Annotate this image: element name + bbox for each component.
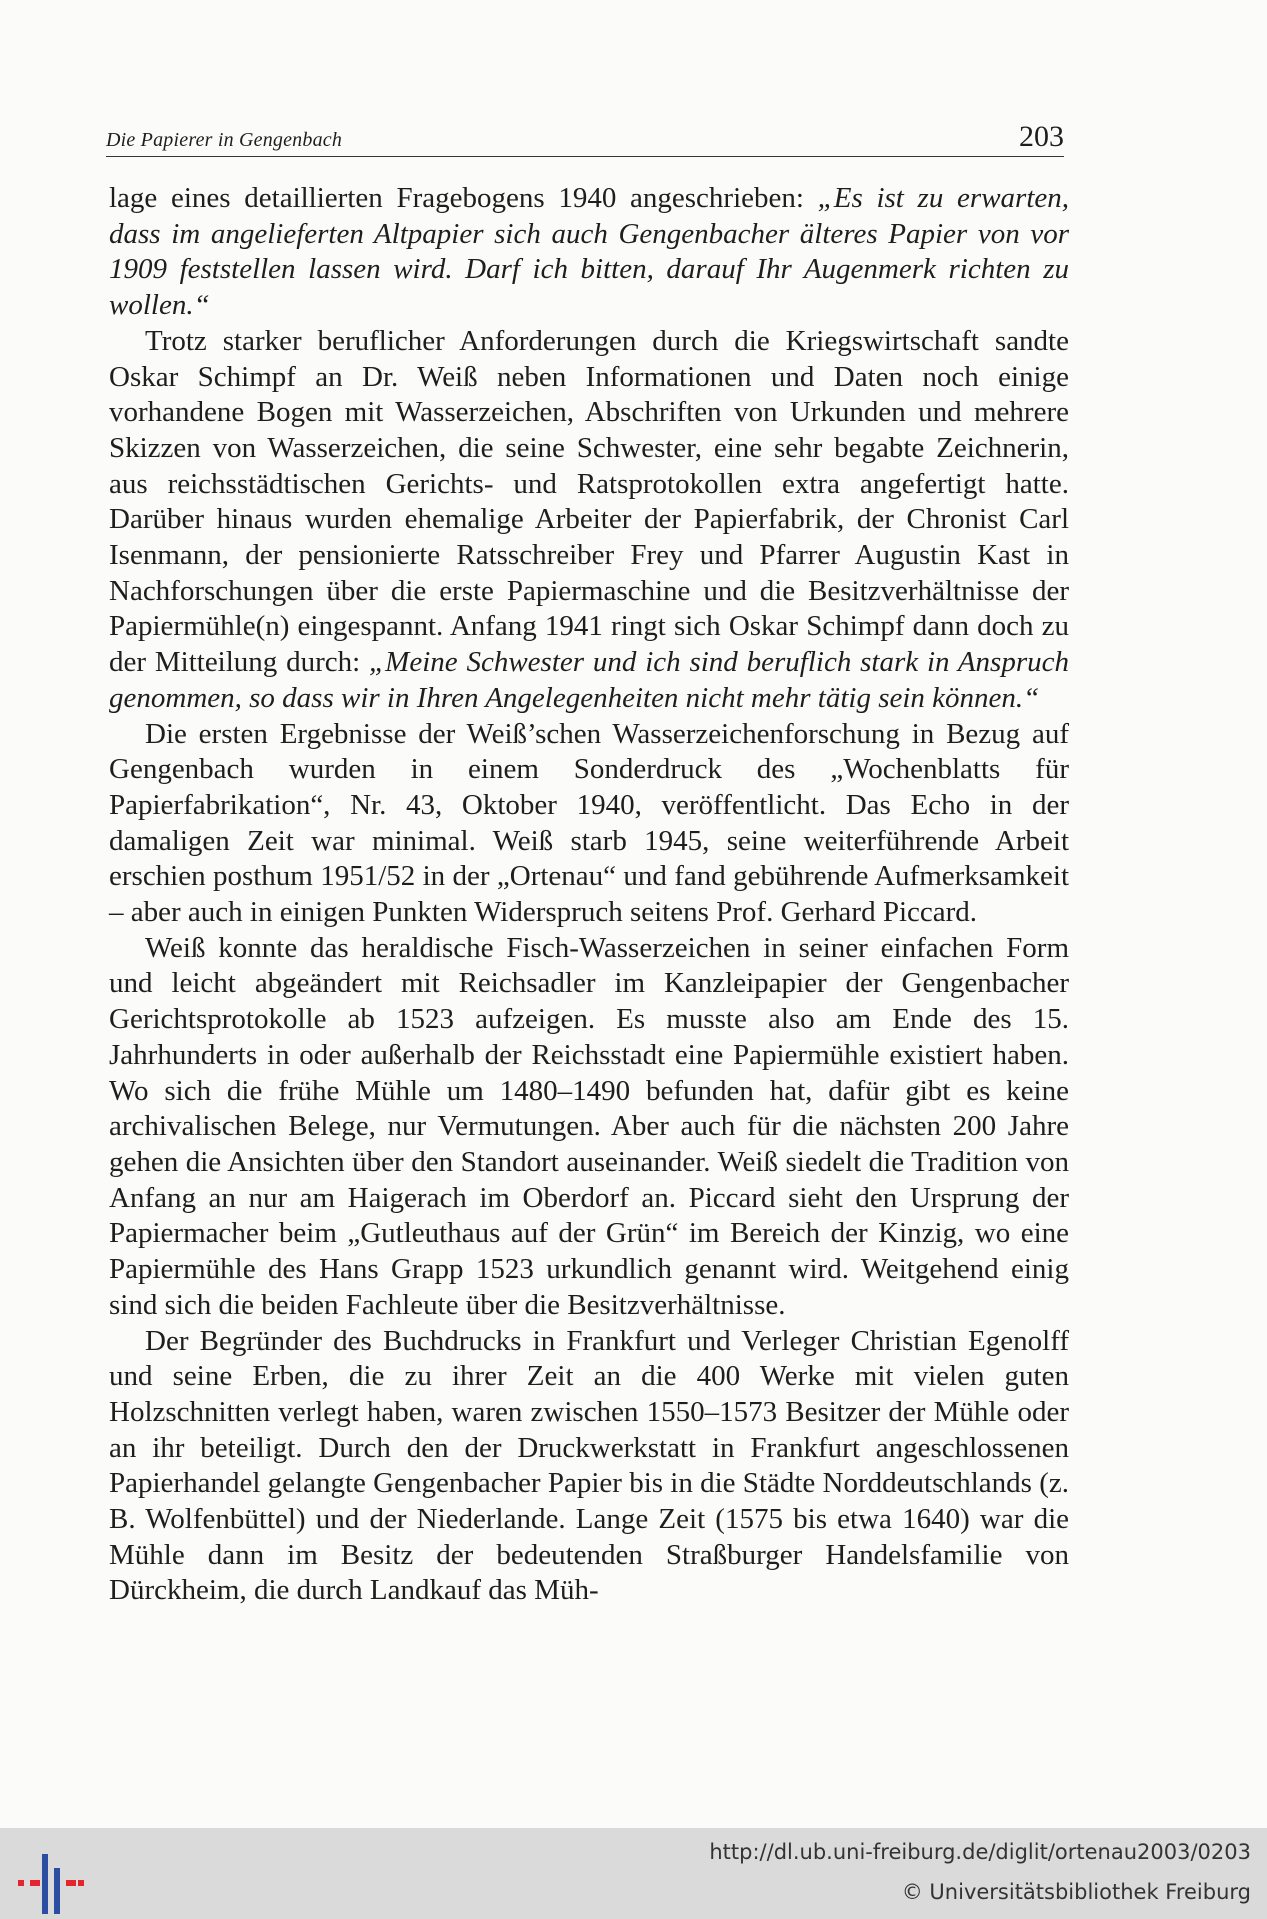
source-url[interactable]: http://dl.ub.uni-freiburg.de/diglit/ortenau2003/0203: [709, 1840, 1251, 1864]
body-text: [109, 181, 1069, 1609]
paragraph-text: Die ersten Ergebnisse der Weiß’schen Wasserzeichenforschung in Bezug auf Gengenbach wurden in einem Sonderdruck des „Wochenblatts für Papierfabrikation“, Nr. 43, Oktober 1940, veröffentlicht. Das Echo in der damaligen Zeit war minimal. Weiß starb 1945, seine weiterführende Arbeit erschien posthum 1951/52 in der „Ortenau“ und fand gebührende Aufmerksamkeit – aber auch in einigen Punkten Widerspruch seitens Prof. Gerhard Piccard.: [109, 717, 1069, 929]
quotation-text: „Meine Schwester und ich sind beruflich stark in Anspruch genommen, so dass wir in Ihren Angelegenheiten nicht mehr tätig sein können.“: [109, 646, 1069, 714]
paragraph: [109, 324, 1069, 717]
page-header: [106, 110, 1064, 157]
paragraph-text: Trotz starker beruflicher Anforderungen durch die Kriegswirtschaft sandte Oskar Schimpf an Dr. Weiß neben Informationen und Daten noch einige vorhandene Bogen mit Wasserzeichen, Abschriften von Urkunden und mehrere Skizzen von Wasserzeichen, die seine Schwester, eine sehr begabte Zeichnerin, aus reichsstädtischen Gerichts- und Ratsprotokollen extra angefertigt hatte. Darüber hinaus wurden ehemalige Arbeiter der Papierfabrik, der Chronist Carl Isenmann, der pensionierte Ratsschreiber Frey und Pfarrer Augustin Kast in Nachforschungen über die erste Papiermaschine und die Besitzverhältnisse der Papiermühle(n) eingespannt. Anfang 1941 ringt sich Oskar Schimpf dann doch zu der Mitteilung durch:: [109, 324, 1069, 679]
paragraph: [109, 931, 1069, 1324]
copyright-notice: © Universitätsbibliothek Freiburg: [901, 1880, 1251, 1904]
paragraph: [109, 717, 1069, 931]
paragraph: [109, 181, 1069, 324]
paragraph-text: lage eines detaillierten Fragebogens 1940 angeschrieben:: [109, 182, 818, 214]
paragraph-text: Weiß konnte das heraldische Fisch-Wasserzeichen in seiner einfachen Form und leicht abgeändert mit Reichsadler im Kanzleipapier der Gengenbacher Gerichtsprotokolle ab 1523 aufzeigen. Es musste also am Ende des 15. Jahrhunderts in oder außerhalb der Reichsstadt eine Papiermühle existiert haben. Wo sich die frühe Mühle um 1480–1490 befunden hat, dafür gibt es keine archivalischen Belege, nur Vermutungen. Aber auch für die nächsten 200 Jahre gehen die Ansichten über den Standort auseinander. Weiß siedelt die Tradition von Anfang an nur am Haigerach im Oberdorf an. Piccard sieht den Ursprung der Papiermacher beim „Gutleuthaus auf der Grün“ im Bereich der Kinzig, wo eine Papiermühle des Hans Grapp 1523 urkundlich genannt wird. Weitgehend einig sind sich die beiden Fachleute über die Besitzverhältnisse.: [109, 931, 1069, 1321]
running-title: Die Papierer in Gengenbach: [106, 129, 343, 151]
paragraph: [109, 1324, 1069, 1610]
page-number: 203: [1019, 120, 1064, 153]
paragraph-text: Der Begründer des Buchdrucks in Frankfurt und Verleger Christian Egenolff und seine Erben, die zu ihrer Zeit an die 400 Werke mit vielen guten Holzschnitten verlegt haben, waren zwischen 1550–1573 Besitzer der Mühle oder an ihr beteiligt. Durch den der Druckwerkstatt in Frankfurt angeschlossenen Papierhandel gelangte Gengenbacher Papier bis in die Städte Norddeutschlands (z. B. Wolfenbüttel) und der Niederlande. Lange Zeit (1575 bis etwa 1640) war die Mühle dann im Besitz der bedeutenden Straßburger Handelsfamilie von Dürckheim, die durch Landkauf das Müh-: [109, 1324, 1069, 1607]
quotation-text: „Es ist zu erwarten, dass im angelieferten Altpapier sich auch Gengenbacher älteres Papier von vor 1909 feststellen lassen wird. Darf ich bitten, darauf Ihr Augenmerk richten zu wollen.“: [109, 182, 1069, 322]
footer-bar: [0, 1828, 1267, 1919]
ub-freiburg-logo-icon: [16, 1854, 86, 1914]
